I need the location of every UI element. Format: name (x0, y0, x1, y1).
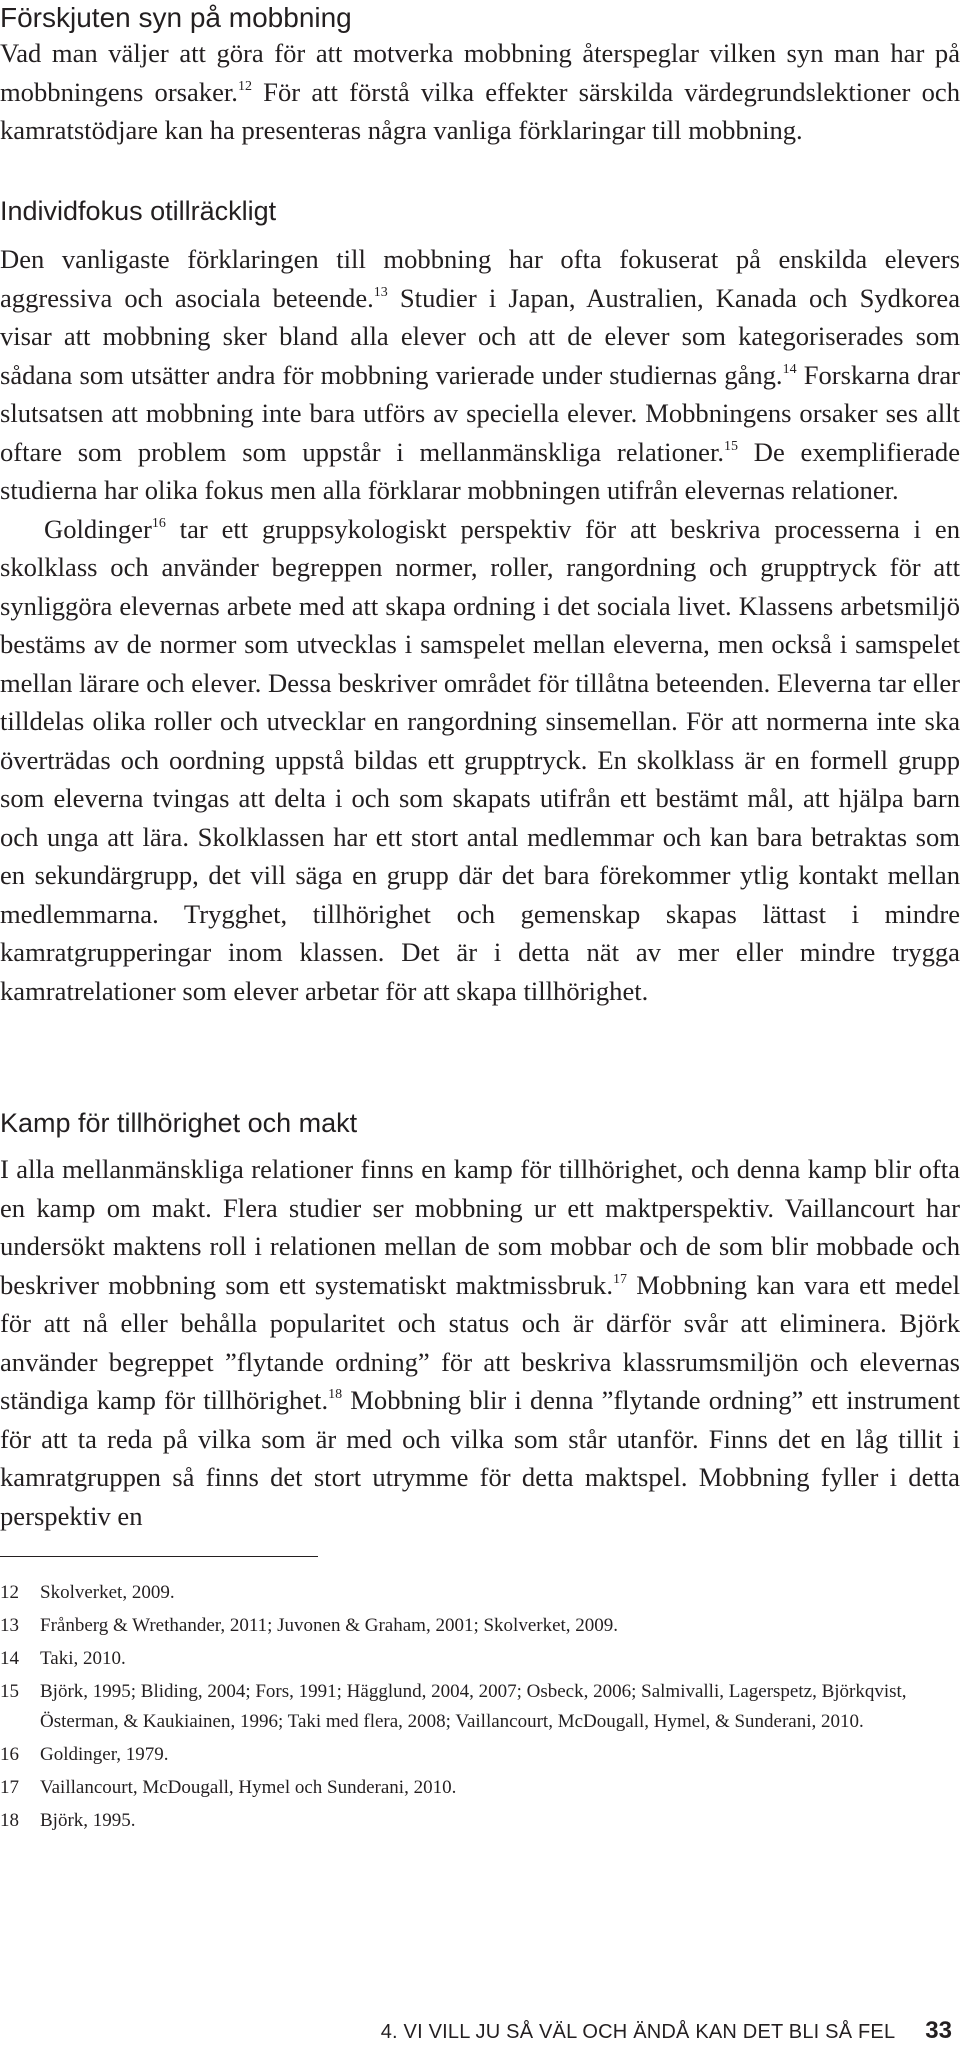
section-body-forskjuten-syn (0, 34, 960, 150)
section-heading-individfokus: Individfokus otillräckligt (0, 196, 277, 226)
footnote-text: Goldinger, 1979. (40, 1744, 169, 1765)
footnote-number: 12 (0, 1582, 19, 1603)
footnote-ref-13[interactable]: 13 (373, 284, 388, 300)
paragraph-text: Goldinger (44, 513, 152, 544)
chapter-title: 4. VI VILL JU SÅ VÄL OCH ÄNDÅ KAN DET BLI SÅ FEL (380, 2021, 896, 2043)
footnote-text: Frånberg & Wrethander, 2011; Juvonen & Graham, 2001; Skolverket, 2009. (40, 1615, 619, 1636)
footnote-text: Björk, 1995. (40, 1810, 136, 1831)
paragraph (0, 1150, 960, 1535)
footnote-ref-17[interactable]: 17 (613, 1271, 627, 1287)
footnote-number: 14 (0, 1648, 19, 1669)
footnote-item (0, 1611, 960, 1641)
paragraph-text: Studier i Japan, Australien, Kanada och Sydkorea visar att mobbning sker bland alla elever och att de elever som kategoriserades som sådana som utsätter andra för mobbning varierade under studiernas gång. (0, 282, 960, 390)
paragraph-text: Mobbning blir i denna ”flytande ordning” ett instrument för att ta reda på vilka som är med och vilka som står utanför. Finns det en låg tillit i kamratgruppen så finns det stort utrymme för detta maktspel. Mobbning fyller i detta perspektiv en (0, 1385, 960, 1531)
footnote-number: 16 (0, 1744, 19, 1765)
footnote-number: 13 (0, 1615, 19, 1636)
footnote-ref-16[interactable]: 16 (151, 515, 166, 531)
paragraph-text: Den vanligaste förklaringen till mobbning har ofta fokuserat på enskilda elevers aggressiva och asociala beteende. (0, 244, 960, 313)
page-number: 33 (925, 2017, 952, 2044)
page-footer (381, 2017, 952, 2045)
footnote-item (0, 1773, 960, 1803)
paragraph-text: För att förstå vilka effekter särskilda värdegrundslektioner och kamratstödjare kan ha presenteras några vanliga förklaringar till mobbning. (0, 76, 960, 145)
paragraph-text: De exemplifierade studierna har olika fokus men alla förklarar mobbningen utifrån elevernas relationer. (0, 436, 960, 505)
footnote-item (0, 1740, 960, 1770)
footnote-item (0, 1806, 960, 1836)
paragraph (0, 240, 960, 510)
footnote-text: Vaillancourt, McDougall, Hymel och Sunderani, 2010. (40, 1777, 457, 1798)
footnote-number: 18 (0, 1810, 19, 1831)
section-heading-kamp: Kamp för tillhörighet och makt (0, 1108, 358, 1138)
paragraph-text: tar ett gruppsykologiskt perspektiv för att beskriva processerna i en skolklass och använder begreppen normer, roller, rangordning och grupptryck för att synliggöra elevernas arbete med att skapa ordning i det sociala livet. Klassens arbetsmiljö bestäms av de normer som utvecklas i samspelet mellan eleverna, men också i samspelet mellan lärare och elever. Dessa beskriver området för tillåtna beteenden. Eleverna tar eller tilldelas olika roller och utvecklar en rangordning sinsemellan. För att normerna inte ska överträdas och oordning uppstå bildas ett grupptryck. En skolklass är en formell grupp som eleverna tvingas att delta i och som skapats utifrån ett bestämt mål, att hjälpa barn och unga att lära. Skolklassen har ett stort antal medlemmar och kan bara betraktas som en sekundärgrupp, det vill säga en grupp där det bara förekommer ytlig kontakt mellan medlemmarna. Trygghet, tillhörighet och gemenskap skapas lättast i mindre kamratgrupperingar inom klassen. Det är i detta nät av mer eller mindre trygga kamratrelationer som elever arbetar för att skapa tillhörighet. (0, 513, 960, 1006)
footnote-ref-14[interactable]: 14 (782, 361, 797, 377)
paragraph (0, 510, 960, 1011)
footnote-text: Skolverket, 2009. (40, 1582, 175, 1603)
footnote-text: Björk, 1995; Bliding, 2004; Fors, 1991; Hägglund, 2004, 2007; Osbeck, 2006; Salmivalli, Lagerspetz, Björkqvist, Österman, & Kaukiainen, 1996; Taki med flera, 2008; Vaillancourt, McDougall, Hymel, & Sunderani, 2010. (40, 1681, 907, 1732)
footnote-ref-15[interactable]: 15 (724, 438, 739, 454)
paragraph-text: Forskarna drar slutsatsen att mobbning inte bara utförs av speciella elever. Mobbningens orsaker ses allt oftare som problem som uppstår i mellanmänskliga relationer. (0, 359, 960, 467)
footnote-number: 17 (0, 1777, 19, 1798)
footnote-number: 15 (0, 1681, 19, 1702)
section-body-kamp (0, 1150, 960, 1535)
paragraph (0, 34, 960, 150)
footnote-item (0, 1578, 960, 1608)
footnote-divider (0, 1556, 318, 1557)
footnote-ref-12[interactable]: 12 (237, 78, 252, 94)
footnote-item (0, 1644, 960, 1674)
footnote-text: Taki, 2010. (40, 1648, 126, 1669)
footnotes (0, 1578, 960, 1839)
paragraph-text: Mobbning kan vara ett medel för att nå eller behålla popularitet och status och är därför svår att eliminera. Björk använder begreppet ”flytande ordning” för att beskriva klassrumsmiljön och elevernas ständiga kamp för tillhörighet. (0, 1269, 960, 1415)
footnote-item (0, 1677, 960, 1737)
section-heading-forskjuten-syn: Förskjuten syn på mobbning (0, 2, 352, 33)
footnote-ref-18[interactable]: 18 (328, 1387, 343, 1402)
section-body-individfokus (0, 240, 960, 1010)
paragraph-text: I alla mellanmänskliga relationer finns en kamp för tillhörighet, och denna kamp blir ofta en kamp om makt. Flera studier ser mobbning ur ett maktperspektiv. Vaillancourt har undersökt maktens roll i relationen mellan de som mobbar och de som blir mobbade och beskriver mobbning som ett systematiskt maktmissbruk. (0, 1154, 960, 1300)
paragraph-text: Vad man väljer att göra för att motverka mobbning återspeglar vilken syn man har på mobbningens orsaker. (0, 38, 960, 107)
